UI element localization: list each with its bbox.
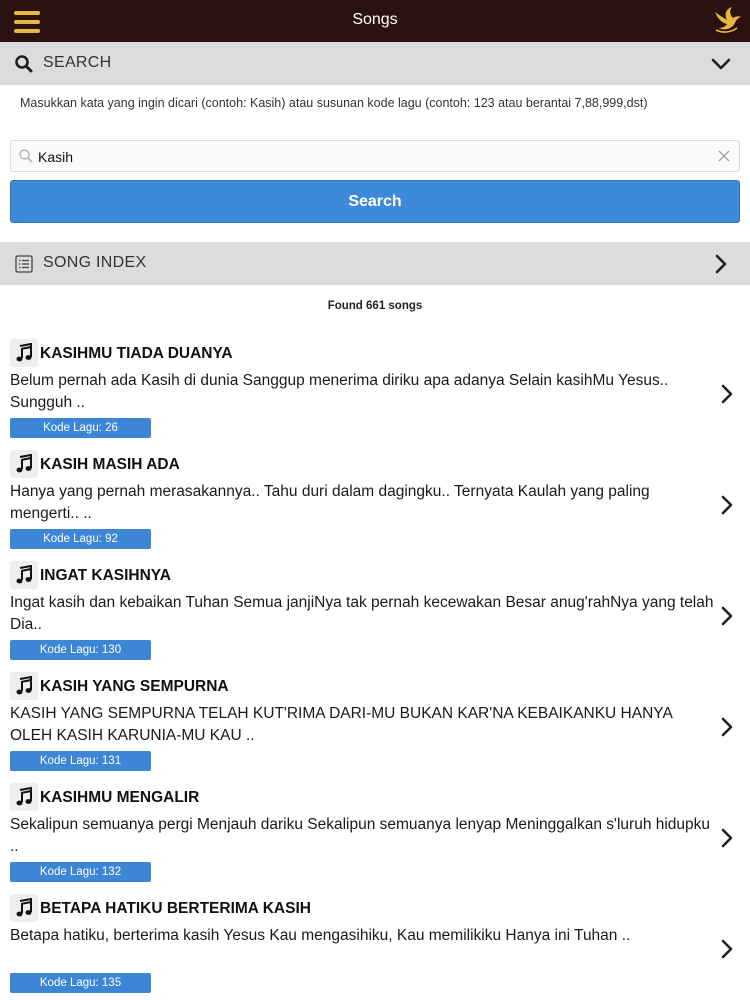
song-index-header[interactable] xyxy=(0,242,750,285)
song-code-badge: Kode Lagu: 26 xyxy=(10,418,151,438)
music-note-icon xyxy=(10,783,38,811)
song-title: KASIHMU TIADA DUANYA xyxy=(40,345,233,362)
results-count: Found 661 songs xyxy=(327,300,423,312)
clear-icon[interactable] xyxy=(717,149,731,163)
search-hint: Masukkan kata yang ingin dicari (contoh: Kasih) atau susunan kode lagu (contoh: 123 atau berantai 7,88,999,dst) xyxy=(20,96,648,110)
music-note-icon xyxy=(10,339,38,367)
song-snippet: Belum pernah ada Kasih di dunia Sanggup menerima diriku apa adanya Selain kasihMu Yesus.. Sungguh .. xyxy=(10,372,669,411)
song-code-badge: Kode Lagu: 131 xyxy=(10,751,151,771)
music-note-icon xyxy=(10,561,38,589)
song-snippet: Ingat kasih dan kebaikan Tuhan Semua janjiNya tak pernah kecewakan Besar anug'rahNya yang telah Dia.. xyxy=(10,594,714,633)
song-title: KASIH YANG SEMPURNA xyxy=(40,678,229,695)
search-icon xyxy=(14,54,34,74)
chevron-right-icon xyxy=(720,938,734,960)
song-code-badge: Kode Lagu: 130 xyxy=(10,640,151,660)
dove-icon xyxy=(712,6,742,34)
search-field-icon xyxy=(18,148,34,164)
song-snippet: Sekalipun semuanya pergi Menjauh dariku Sekalipun semuanya lenyap Meninggalkan s'luruh hidupku .. xyxy=(10,816,711,855)
song-code-badge: Kode Lagu: 92 xyxy=(10,529,151,549)
song-item[interactable] xyxy=(0,450,750,561)
song-title: KASIHMU MENGALIR xyxy=(40,789,200,806)
top-bar xyxy=(0,0,750,42)
search-section-label: SEARCH xyxy=(43,54,112,71)
song-snippet: KASIH YANG SEMPURNA TELAH KUT'RIMA DARI-MU BUKAN KAR'NA KEBAIKANKU HANYA OLEH KASIH KARUNIA-MU KAU .. xyxy=(10,705,672,744)
chevron-right-icon xyxy=(720,605,734,627)
chevron-right-icon[interactable] xyxy=(710,254,732,274)
song-title: INGAT KASIHNYA xyxy=(40,567,171,584)
chevron-down-icon[interactable] xyxy=(710,54,732,74)
chevron-right-icon xyxy=(720,716,734,738)
song-title: KASIH MASIH ADA xyxy=(40,456,180,473)
song-item[interactable] xyxy=(0,894,750,1000)
song-item[interactable] xyxy=(0,783,750,894)
song-code-badge: Kode Lagu: 132 xyxy=(10,862,151,882)
music-note-icon xyxy=(10,672,38,700)
search-input[interactable] xyxy=(38,145,708,169)
song-title: BETAPA HATIKU BERTERIMA KASIH xyxy=(40,900,311,917)
song-index-label: SONG INDEX xyxy=(43,254,147,271)
song-snippet: Hanya yang pernah merasakannya.. Tahu duri dalam dagingku.. Ternyata Kaulah yang paling mengerti.. .. xyxy=(10,483,650,522)
song-item[interactable] xyxy=(0,672,750,783)
page-title: Songs xyxy=(352,11,398,28)
music-note-icon xyxy=(10,450,38,478)
list-icon xyxy=(14,254,34,274)
chevron-right-icon xyxy=(720,383,734,405)
song-snippet: Betapa hatiku, berterima kasih Yesus Kau mengasihiku, Kau memilikiku Hanya ini Tuhan .. xyxy=(10,927,631,944)
chevron-right-icon xyxy=(720,827,734,849)
music-note-icon xyxy=(10,894,38,922)
song-code-badge: Kode Lagu: 135 xyxy=(10,973,151,993)
song-item[interactable] xyxy=(0,339,750,450)
chevron-right-icon xyxy=(720,494,734,516)
search-button[interactable]: Search xyxy=(10,180,740,223)
song-item[interactable] xyxy=(0,561,750,672)
search-section-header[interactable] xyxy=(0,42,750,85)
search-field[interactable] xyxy=(10,140,740,172)
